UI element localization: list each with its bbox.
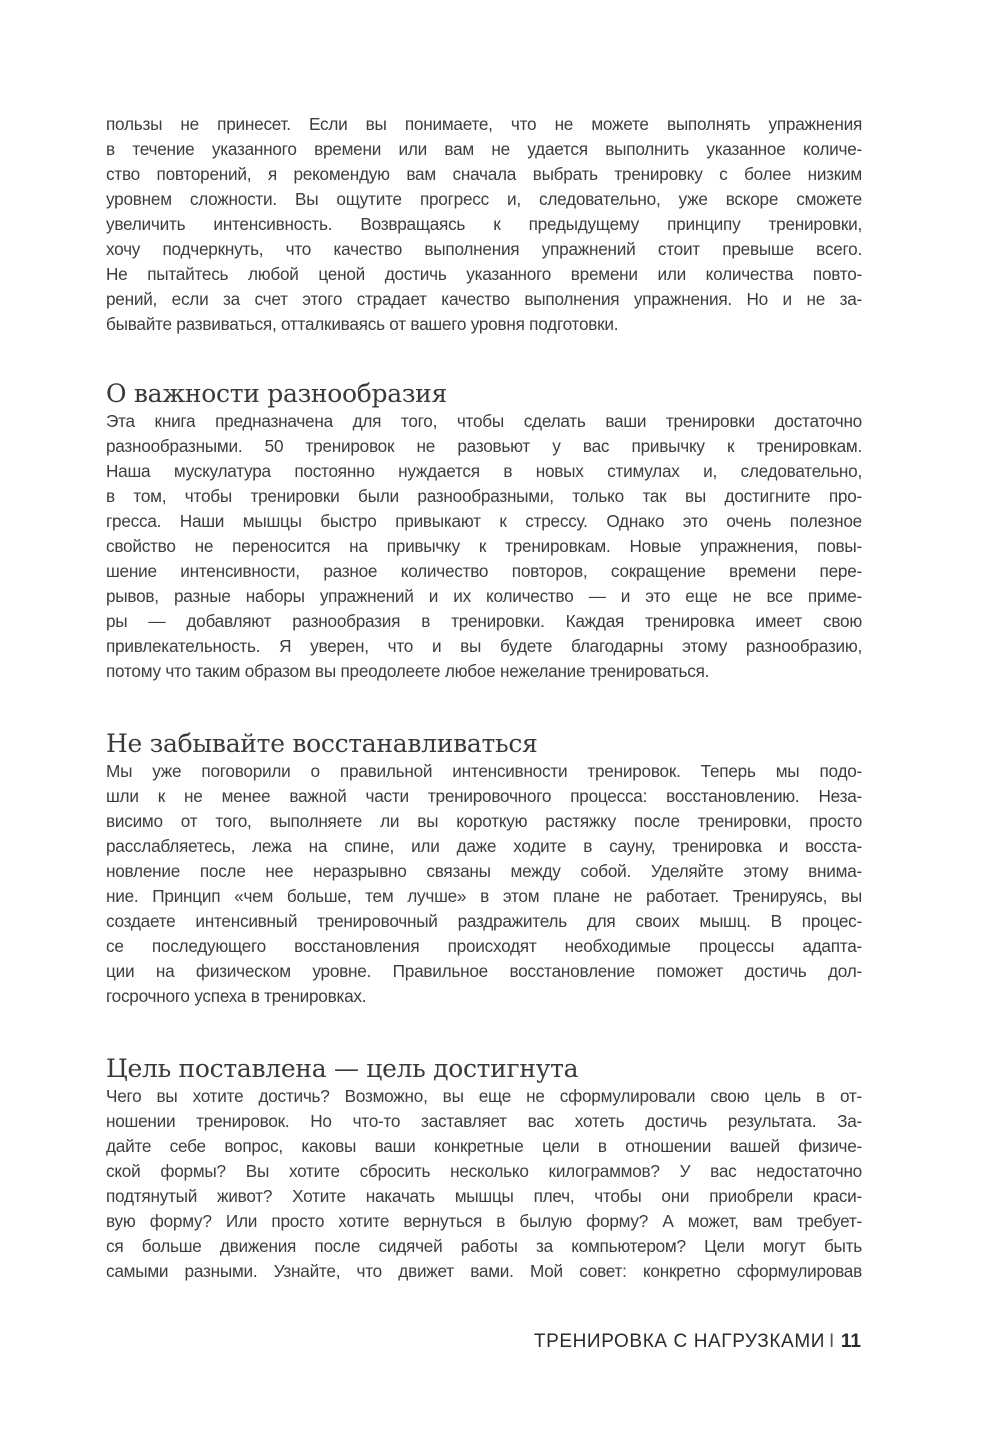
text-line: Не пытайтесь любой ценой достичь указанного времени или количества повто- — [106, 264, 862, 284]
text-line: вую форму? Или просто хотите вернуться в былую форму? А может, вам требует- — [106, 1211, 862, 1231]
text-line: шение интенсивности, разное количество повторов, сокращение времени пере- — [106, 561, 862, 581]
intro-paragraph — [106, 112, 862, 337]
text-line: самыми разными. Узнайте, что движет вами. Мой совет: конкретно сформулировав — [106, 1261, 862, 1281]
section-heading: О важности разнообразия — [106, 379, 448, 408]
text-line: висимо от того, выполняете ли вы короткую растяжку после тренировки, просто — [106, 811, 862, 831]
text-line: рений, если за счет этого страдает качество выполнения упражнения. Но и не за- — [106, 289, 862, 309]
text-line: создаете интенсивный тренировочный раздражитель для своих мышц. В процес- — [106, 911, 862, 931]
section-goal — [106, 1054, 862, 1284]
text-line: привлекательность. Я уверен, что и вы будете благодарны этому разнообразию, — [106, 636, 862, 656]
text-line: ношении тренировок. Но что-то заставляет вас хотеть достичь результата. За- — [106, 1111, 862, 1131]
text-line: в течение указанного времени или вам не удается выполнить указанное количе- — [106, 139, 862, 159]
section-variety — [106, 379, 862, 684]
text-line: Эта книга предназначена для того, чтобы сделать ваши тренировки достаточно — [106, 411, 862, 431]
section-heading: Цель поставлена — цель достигнута — [106, 1054, 579, 1083]
text-line: подтянутый живот? Хотите накачать мышцы плеч, чтобы они приобрели краси- — [106, 1186, 862, 1206]
text-line: ции на физическом уровне. Правильное восстановление поможет достичь дол- — [106, 961, 862, 981]
text-line: расслабляетесь, лежа на спине, или даже ходите в сауну, тренировка и восста- — [106, 836, 862, 856]
text-line: уровнем сложности. Вы ощутите прогресс и, следовательно, уже вскоре сможете — [106, 189, 862, 209]
section-heading: Не забывайте восстанавливаться — [106, 729, 538, 758]
page-number: 11 — [840, 1331, 861, 1352]
text-line: ся больше движения после сидячей работы за компьютером? Цели могут быть — [106, 1236, 862, 1256]
text-line: госрочного успеха в тренировках. — [106, 986, 367, 1006]
text-line: увеличить интенсивность. Возвращаясь к предыдущему принципу тренировки, — [106, 214, 862, 234]
text-line: Мы уже поговорили о правильной интенсивности тренировок. Теперь мы подо- — [106, 761, 862, 781]
text-line: се последующего восстановления происходят необходимые процессы адапта- — [106, 936, 862, 956]
text-line: ние. Принцип «чем больше, тем лучше» в этом плане не работает. Тренируясь, вы — [106, 886, 862, 906]
section-recovery — [106, 729, 862, 1009]
text-line: бывайте развиваться, отталкиваясь от вашего уровня подготовки. — [106, 314, 619, 334]
text-line: ры — добавляют разнообразия в тренировки. Каждая тренировка имеет свою — [106, 611, 862, 631]
text-line: шли к не менее важной части тренировочного процесса: восстановлению. Неза- — [106, 786, 862, 806]
text-line: свойство не переносится на привычку к тренировкам. Новые упражнения, повы- — [106, 536, 862, 556]
text-line: хочу подчеркнуть, что качество выполнения упражнений стоит превыше всего. — [106, 239, 862, 259]
page-footer — [534, 1331, 861, 1353]
text-line: в том, чтобы тренировки были разнообразными, только так вы достигните про- — [106, 486, 862, 506]
text-line: ской формы? Вы хотите сбросить несколько килограммов? У вас недостаточно — [106, 1161, 862, 1181]
text-line: дайте себе вопрос, каковы ваши конкретные цели в отношении вашей физиче- — [106, 1136, 862, 1156]
text-line: Наша мускулатура постоянно нуждается в новых стимулах и, следовательно, — [106, 461, 862, 481]
text-line: новление после нее неразрывно связаны между собой. Уделяйте этому внима- — [106, 861, 862, 881]
text-line: разнообразными. 50 тренировок не разовьют у вас привычку к тренировкам. — [106, 436, 862, 456]
footer-separator: I — [829, 1331, 835, 1352]
text-line: Чего вы хотите достичь? Возможно, вы еще не сформулировали свою цель в от- — [106, 1086, 862, 1106]
text-line: гресса. Наши мышцы быстро привыкают к стрессу. Однако это очень полезное — [106, 511, 862, 531]
text-line: пользы не принесет. Если вы понимаете, что не можете выполнять упражнения — [106, 114, 862, 134]
running-title: ТРЕНИРОВКА С НАГРУЗКАМИ — [533, 1331, 826, 1352]
text-line: рывов, разные наборы упражнений и их количество — и это еще не все приме- — [106, 586, 862, 606]
text-line: ство повторений, я рекомендую вам сначала выбрать тренировку с более низким — [106, 164, 862, 184]
text-line: потому что таким образом вы преодолеете любое нежелание тренироваться. — [106, 661, 710, 681]
